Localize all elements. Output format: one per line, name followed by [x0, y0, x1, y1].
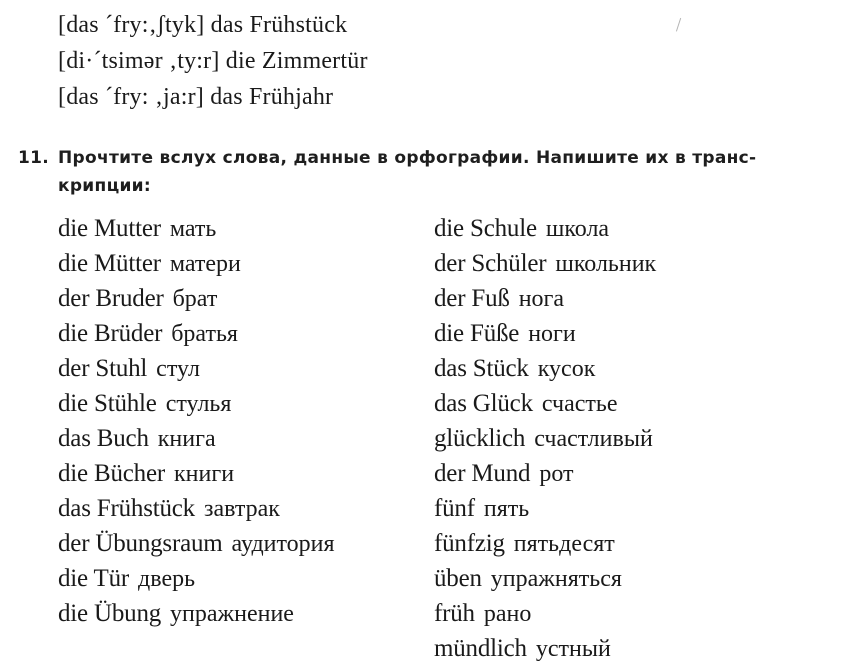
german-word: das Glück [434, 390, 533, 417]
german-word: fünfzig [434, 530, 505, 557]
german-word: das Frühstück [58, 495, 195, 522]
russian-translation: счастливый [534, 426, 653, 452]
russian-translation: пятьдесят [513, 531, 615, 557]
german-word: die Bücher [58, 460, 165, 487]
german-word: das Buch [58, 425, 149, 452]
word-pair [434, 529, 615, 559]
german-word: die Brüder [58, 320, 163, 347]
german-word: üben [434, 565, 482, 592]
german-word: der Schüler [434, 250, 547, 277]
russian-translation: аудитория [231, 531, 335, 557]
word-pair [434, 214, 609, 244]
word-pair [58, 564, 195, 594]
russian-translation: дверь [138, 566, 196, 592]
russian-translation: пять [483, 496, 530, 522]
german-word: die Übung [58, 600, 162, 627]
word-pair [434, 564, 622, 594]
transcription-line: [das ´fry: ‚ja:r] das Frühjahr [58, 84, 334, 110]
russian-translation: братья [171, 321, 238, 347]
russian-translation: рано [483, 601, 532, 627]
transcription-line: [di·´tsimər ‚ty:r] die Zimmertür [58, 48, 368, 74]
word-pair [58, 249, 241, 279]
word-pair [58, 459, 234, 489]
russian-translation: брат [172, 286, 218, 312]
word-pair [58, 599, 294, 629]
german-word: das Stück [434, 355, 529, 382]
russian-translation: счастье [541, 391, 618, 417]
german-word: fünf [434, 495, 475, 522]
exercise-instruction [18, 144, 848, 200]
german-word: der Stuhl [58, 355, 148, 382]
german-word: mündlich [434, 635, 527, 662]
russian-translation: упражняться [490, 566, 622, 592]
russian-translation: школьник [555, 251, 657, 277]
word-pair [58, 354, 200, 384]
word-pair [434, 389, 618, 419]
russian-translation: стулья [165, 391, 232, 417]
word-pair [434, 599, 531, 629]
russian-translation: завтрак [203, 496, 280, 522]
word-pair [58, 319, 238, 349]
german-word: der Bruder [58, 285, 164, 312]
german-word: der Fuß [434, 285, 510, 312]
german-word: die Mütter [58, 250, 161, 277]
word-pair [434, 284, 564, 314]
word-pair [58, 424, 216, 454]
exercise-number: 11. [18, 148, 50, 168]
instruction-text-line2: крипции: [58, 176, 151, 196]
scan-speck [676, 18, 683, 32]
russian-translation: рот [539, 461, 574, 487]
russian-translation: мать [169, 216, 217, 242]
german-word: der Übungsraum [58, 530, 223, 557]
word-pair [58, 214, 216, 244]
russian-translation: книга [157, 426, 216, 452]
russian-translation: упражнение [170, 601, 294, 627]
instruction-text-line1: Прочтите вслух слова, данные в орфографии. Напишите их в транс- [58, 148, 757, 168]
german-word: die Mutter [58, 215, 161, 242]
word-pair [58, 389, 231, 419]
german-word: die Tür [58, 565, 130, 592]
word-pair [434, 354, 595, 384]
russian-translation: ноги [528, 321, 576, 347]
russian-translation: устный [535, 636, 611, 662]
russian-translation: школа [545, 216, 610, 242]
word-pair [434, 634, 611, 664]
russian-translation: стул [156, 356, 200, 382]
russian-translation: кусок [537, 356, 596, 382]
word-pair [434, 424, 653, 454]
russian-translation: нога [518, 286, 565, 312]
word-pair [434, 459, 573, 489]
german-word: die Schule [434, 215, 537, 242]
german-word: früh [434, 600, 475, 627]
word-pair [58, 529, 335, 559]
word-pair [434, 494, 529, 524]
transcription-line: [das ´fry:‚ʃtyk] das Frühstück [58, 12, 348, 38]
german-word: die Füße [434, 320, 520, 347]
german-word: der Mund [434, 460, 531, 487]
german-word: glücklich [434, 425, 526, 452]
word-pair [58, 284, 217, 314]
word-pair [434, 319, 576, 349]
russian-translation: книги [174, 461, 235, 487]
word-pair [434, 249, 656, 279]
german-word: die Stühle [58, 390, 157, 417]
russian-translation: матери [169, 251, 241, 277]
word-pair [58, 494, 280, 524]
